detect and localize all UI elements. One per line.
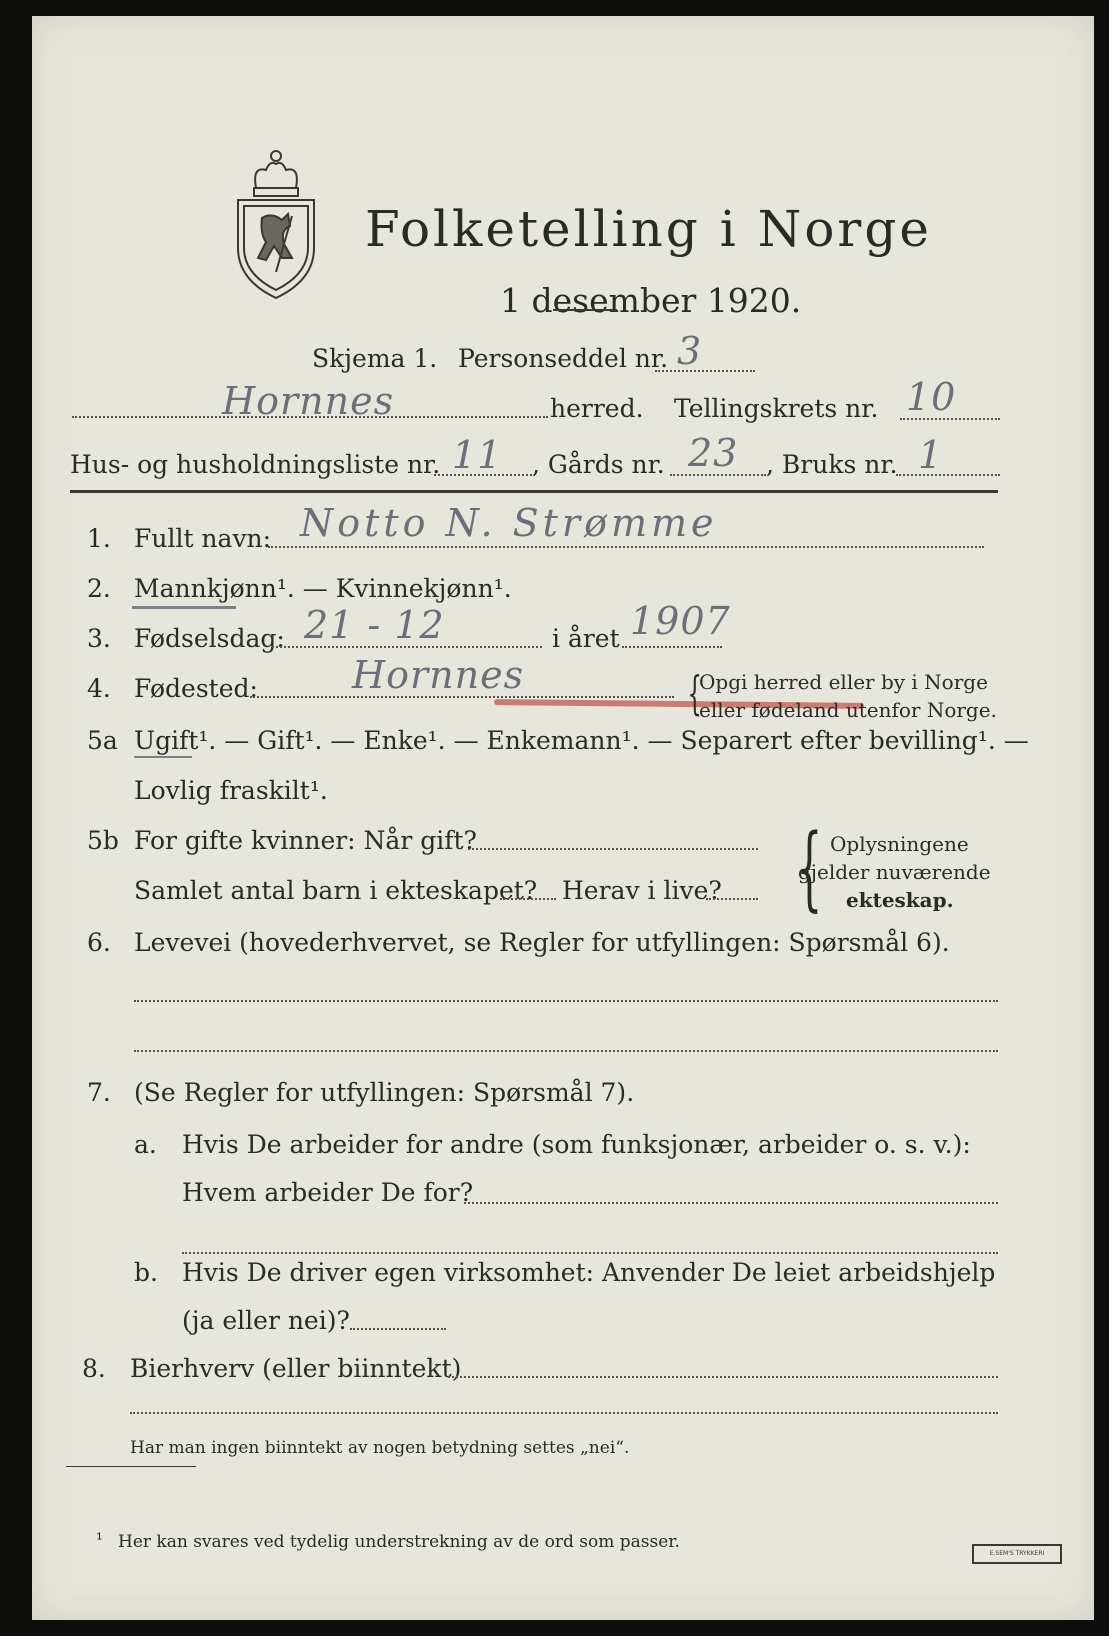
q7b-letter: b.: [134, 1258, 158, 1287]
form-subtitle: 1 desember 1920.: [500, 281, 802, 320]
personseddel-value[interactable]: 3: [677, 329, 703, 373]
q3-number: 3.: [87, 624, 111, 653]
q8-number: 8.: [82, 1354, 106, 1383]
q5b-line2b: Herav i live?: [562, 876, 722, 905]
title-divider: [553, 309, 617, 311]
q5a-underline-ugift: [134, 756, 192, 758]
q3-value[interactable]: 21 - 12: [304, 603, 445, 647]
q8-label: Bierhverv (eller biinntekt): [130, 1354, 462, 1383]
hus-value[interactable]: 11: [452, 433, 503, 477]
q4-note-brace: {: [687, 666, 702, 720]
q4-value[interactable]: Hornnes: [352, 653, 525, 697]
footnote-text: Her kan svares ved tydelig understrekning av de ord som passer.: [118, 1532, 680, 1552]
q1-line: [268, 546, 984, 548]
q6-number: 6.: [87, 928, 111, 957]
hus-label: Hus- og husholdningsliste nr.: [70, 450, 441, 479]
q6-line1: [134, 1000, 998, 1002]
q7a-line1: Hvis De arbeider for andre (som funksjonær, arbeider o. s. v.):: [182, 1130, 971, 1159]
norwegian-coat-of-arms-icon: [232, 148, 320, 300]
q5a-number: 5a: [87, 726, 118, 755]
q7b-line1: Hvis De driver egen virksomhet: Anvender De leiet arbeidshjelp: [182, 1258, 996, 1287]
gards-label: , Gårds nr.: [532, 450, 665, 479]
q5a-line1: Ugift¹. — Gift¹. — Enke¹. — Enkemann¹. — Separert efter bevilling¹. —: [134, 726, 1029, 755]
bruks-label: , Bruks nr.: [766, 450, 898, 479]
q7-number: 7.: [87, 1078, 111, 1107]
q7a-answer-line1: [464, 1202, 998, 1204]
personseddel-label: Personseddel nr.: [458, 344, 669, 373]
q7b-line2: (ja eller nei)?: [182, 1306, 350, 1335]
q7a-answer-line2: [182, 1252, 998, 1254]
q2-underline-mannkjonn: [132, 606, 236, 609]
schema-label: Skjema 1.: [312, 344, 438, 373]
form-title: Folketelling i Norge: [365, 200, 932, 258]
personseddel-line: [655, 370, 755, 372]
q6-label: Levevei (hovederhvervet, se Regler for utfyllingen: Spørsmål 6).: [134, 928, 950, 957]
herred-label: herred.: [550, 394, 644, 423]
tellingskrets-label: Tellingskrets nr.: [674, 394, 879, 423]
footnote-mark: ¹: [96, 1530, 103, 1550]
q5b-line2a: Samlet antal barn i ekteskapet?: [134, 876, 538, 905]
q4-note-line2: eller fødeland utenfor Norge.: [699, 698, 997, 722]
q5b-note-line2: gjelder nuværende: [798, 860, 991, 884]
q7a-letter: a.: [134, 1130, 157, 1159]
q5b-note-brace: {: [796, 814, 823, 921]
q1-number: 1.: [87, 524, 111, 553]
q5b-number: 5b: [87, 826, 119, 855]
header-rule: [70, 490, 998, 493]
q5b-note-line3: ekteskap.: [846, 888, 954, 912]
printer-stamp: E.SEM'S TRYKKERI: [972, 1544, 1062, 1564]
q7b-answer-line: [350, 1328, 446, 1330]
q2-number: 2.: [87, 574, 111, 603]
bruks-value[interactable]: 1: [918, 433, 944, 477]
q5b-i-live-line: [706, 898, 758, 900]
q4-note-line1: Opgi herred eller by i Norge: [699, 670, 988, 694]
q7a-line2: Hvem arbeider De for?: [182, 1178, 474, 1207]
q6-line2: [134, 1050, 998, 1052]
q3-year-line: [622, 646, 722, 648]
q3-label: Fødselsdag:: [134, 624, 285, 653]
gards-value[interactable]: 23: [688, 431, 739, 475]
q8-answer-line1: [448, 1376, 998, 1378]
q1-value[interactable]: Notto N. Strømme: [300, 501, 718, 545]
q5b-line1: For gifte kvinner: Når gift?: [134, 826, 477, 855]
footnote-rule: [66, 1466, 196, 1467]
q3-year-value[interactable]: 1907: [630, 599, 731, 643]
footer-note: Har man ingen biinntekt av nogen betydning settes „nei“.: [130, 1438, 630, 1458]
bruks-line: [896, 474, 1000, 476]
q4-label: Fødested:: [134, 674, 258, 703]
q3-year-label: i året: [552, 624, 620, 653]
q5b-barn-line: [500, 898, 556, 900]
tellingskrets-value[interactable]: 10: [906, 375, 957, 419]
q5b-note-line1: Oplysningene: [830, 832, 969, 856]
q5a-line2: Lovlig fraskilt¹.: [134, 776, 328, 805]
herred-value[interactable]: Hornnes: [222, 379, 395, 423]
census-form-sheet: [32, 16, 1094, 1620]
q8-answer-line2: [130, 1412, 998, 1414]
q2-label: Mannkjønn¹. — Kvinnekjønn¹.: [134, 574, 512, 603]
q5b-nar-gift-line: [468, 848, 758, 850]
q7-label: (Se Regler for utfyllingen: Spørsmål 7).: [134, 1078, 635, 1107]
q1-label: Fullt navn:: [134, 524, 272, 553]
q4-number: 4.: [87, 674, 111, 703]
